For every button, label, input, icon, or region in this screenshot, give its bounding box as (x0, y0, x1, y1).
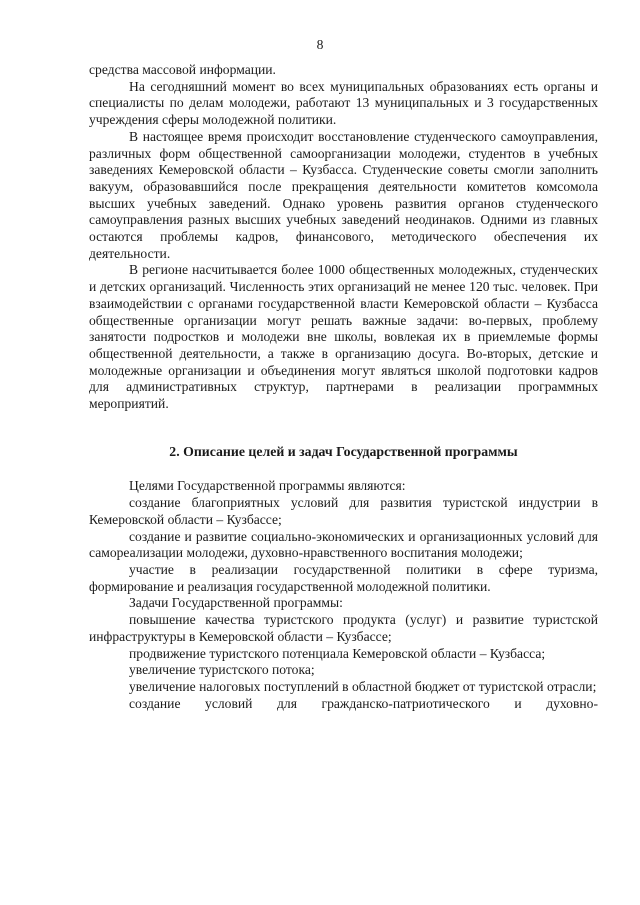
section-heading: 2. Описание целей и задач Государственной программы (169, 443, 518, 459)
paragraph: увеличение налоговых поступлений в областной бюджет от туристской отрасли; (129, 678, 597, 694)
paragraph: В настоящее время происходит восстановление студенческого самоуправления, различных форм общественной самоорганизации молодежи, студентов в учебных заведениях Кемеровской области – Кузбасса. Студенческие советы смогли заполнить вакуум, образовавшийся после прекращения деятельности комитетов комсомола высших учебных заведений. Однако уровень развития органов студенческого самоуправления разных высших учебных заведений неодинаков. Одними из главных остаются проблемы кадров, финансового, методического обеспечения их деятельности. (89, 128, 598, 261)
paragraph: создание условий для гражданско-патриотического и духовно- (129, 695, 598, 711)
paragraph: На сегодняшний момент во всех муниципальных образованиях есть органы и специалисты по делам молодежи, работают 13 муниципальных и 3 государственных учреждения сферы молодежной политики. (89, 78, 598, 128)
paragraph: В регионе насчитывается более 1000 общественных молодежных, студенческих и детских организаций. Численность этих организаций не менее 120 тыс. человек. При взаимодействии с органами государственной власти Кемеровской области – Кузбасса общественные организации могут решать важные задачи: во-первых, проблему занятости подростков и молодежи вне школы, вовлекая их в приемлемые формы общественной деятельности, а также в организацию досуга. Во-вторых, детские и молодежные организации и объединения могут являться школой подготовки кадров для административных структур, партнерами в реализации программных мероприятий. (89, 262, 598, 412)
paragraph: увеличение туристского потока; (129, 662, 315, 678)
paragraph: создание и развитие социально-экономических и организационных условий для самореализации молодежи, духовно-нравственного воспитания молодежи; (89, 528, 598, 561)
intro-section (89, 62, 598, 413)
paragraph: средства массовой информации. (89, 62, 276, 77)
paragraph: участие в реализации государственной политики в сфере туризма, формирование и реализация государственной молодежной политики. (89, 561, 598, 594)
goals-section (89, 478, 598, 712)
page-number: 8 (316, 37, 324, 52)
paragraph: Целями Государственной программы являются: (129, 478, 406, 494)
paragraph: повышение качества туристского продукта (услуг) и развитие туристской инфраструктуры в Кемеровской области – Кузбассе; (89, 612, 598, 644)
paragraph: продвижение туристского потенциала Кемеровской области – Кузбасса; (129, 645, 546, 661)
paragraph: создание благоприятных условий для развития туристской индустрии в Кемеровской области – Кузбассе; (89, 495, 598, 527)
paragraph: Задачи Государственной программы: (129, 595, 343, 611)
document-body (89, 62, 598, 712)
